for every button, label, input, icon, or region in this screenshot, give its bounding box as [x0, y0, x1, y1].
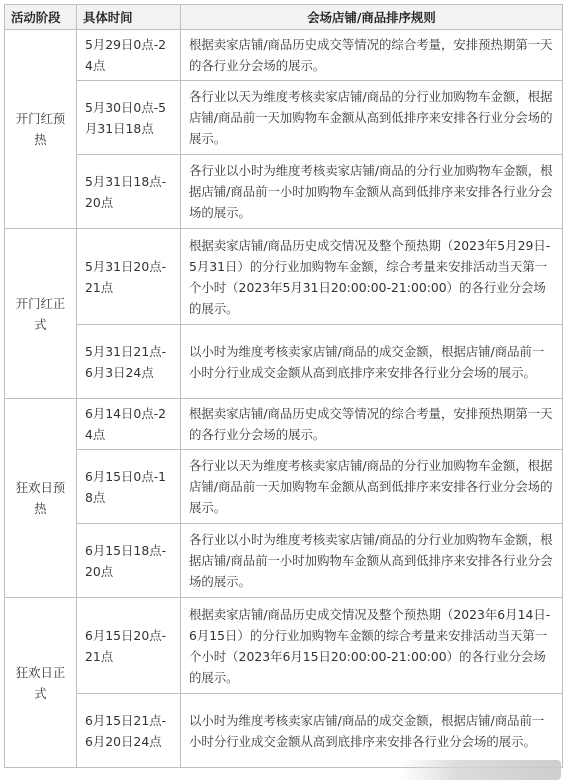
- time-cell: 5月31日18点-20点: [77, 155, 181, 229]
- table-row: [5, 30, 563, 81]
- table-row: [5, 155, 563, 229]
- rule-cell: 各行业以小时为维度考核卖家店铺/商品的分行业加购物车金额，根据店铺/商品前一小时加购物车金额从高到低排序来安排各行业分会场的展示。: [181, 155, 563, 229]
- watermark-overlay: [401, 760, 561, 780]
- stage-cell: 开门红预热: [5, 30, 77, 229]
- time-cell: 5月29日0点-24点: [77, 30, 181, 81]
- rule-cell: 各行业以天为维度考核卖家店铺/商品的分行业加购物车金额，根据店铺/商品前一天加购物车金额从高到低排序来安排各行业分会场的展示。: [181, 81, 563, 155]
- table-row: [5, 598, 563, 694]
- time-cell: 6月15日21点-6月20日24点: [77, 694, 181, 768]
- table-row: [5, 229, 563, 325]
- header-time: 具体时间: [77, 5, 181, 30]
- stage-cell: 狂欢日预热: [5, 399, 77, 598]
- stage-cell: 狂欢日正式: [5, 598, 77, 768]
- rule-cell: 根据卖家店铺/商品历史成交等情况的综合考量，安排预热期第一天的各行业分会场的展示。: [181, 399, 563, 450]
- rule-cell: 根据卖家店铺/商品历史成交等情况的综合考量，安排预热期第一天的各行业分会场的展示。: [181, 30, 563, 81]
- rule-cell: 根据卖家店铺/商品历史成交情况及整个预热期（2023年6月14日-6月15日）的分行业加购物车金额的综合考量来安排活动当天第一个小时（2023年6月15日20:00:00-21:00:00）的各行业分会场的展示。: [181, 598, 563, 694]
- ranking-rules-table: [4, 4, 563, 768]
- rule-cell: 各行业以天为维度考核卖家店铺/商品的分行业加购物车金额，根据店铺/商品前一天加购物车金额从高到低排序来安排各行业分会场的展示。: [181, 450, 563, 524]
- table-row: [5, 81, 563, 155]
- table-row: [5, 524, 563, 598]
- table-header-row: [5, 5, 563, 30]
- rule-cell: 各行业以小时为维度考核卖家店铺/商品的分行业加购物车金额，根据店铺/商品前一小时加购物车金额从高到低排序来安排各行业分会场的展示。: [181, 524, 563, 598]
- rule-cell: 以小时为维度考核卖家店铺/商品的成交金额，根据店铺/商品前一小时分行业成交金额从高到底排序来安排各行业分会场的展示。: [181, 325, 563, 399]
- table-row: [5, 325, 563, 399]
- rule-cell: 以小时为维度考核卖家店铺/商品的成交金额，根据店铺/商品前一小时分行业成交金额从高到底排序来安排各行业分会场的展示。: [181, 694, 563, 768]
- time-cell: 5月30日0点-5月31日18点: [77, 81, 181, 155]
- header-stage: 活动阶段: [5, 5, 77, 30]
- time-cell: 5月31日21点-6月3日24点: [77, 325, 181, 399]
- table-row: [5, 399, 563, 450]
- time-cell: 6月15日0点-18点: [77, 450, 181, 524]
- header-rule: 会场店铺/商品排序规则: [181, 5, 563, 30]
- time-cell: 6月14日0点-24点: [77, 399, 181, 450]
- table-row: [5, 450, 563, 524]
- table-row: [5, 694, 563, 768]
- time-cell: 6月15日18点-20点: [77, 524, 181, 598]
- time-cell: 5月31日20点-21点: [77, 229, 181, 325]
- time-cell: 6月15日20点-21点: [77, 598, 181, 694]
- stage-cell: 开门红正式: [5, 229, 77, 399]
- schedule-table-wrapper: [4, 4, 562, 768]
- rule-cell: 根据卖家店铺/商品历史成交情况及整个预热期（2023年5月29日-5月31日）的分行业加购物车金额，综合考量来安排活动当天第一个小时（2023年5月31日20:00:00-21:00:00）的各行业分会场的展示。: [181, 229, 563, 325]
